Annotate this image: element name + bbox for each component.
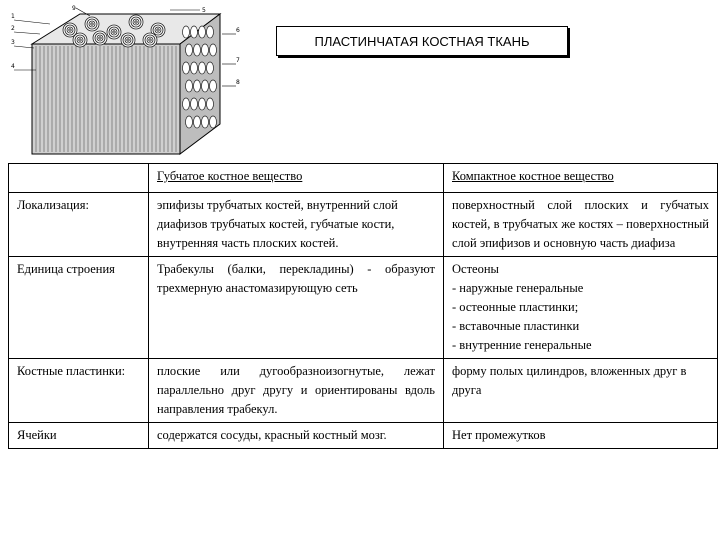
illustration-marker: 3 <box>11 39 15 46</box>
table-row <box>9 257 718 359</box>
cell-compact-lamellae: форму полых цилиндров, вложенных друг в друга <box>444 359 718 423</box>
table-row <box>9 193 718 257</box>
compact-unit-line: - наружные генеральные <box>452 281 584 295</box>
row-label-cells: Ячейки <box>9 423 149 449</box>
header-compact: Компактное костное вещество <box>444 164 718 193</box>
table-header-row <box>9 164 718 193</box>
cell-compact-localization: поверхностный слой плоских и губчатых костей, в трубчатых же костях – поверхностный слой эпифизов и основную часть диафиза <box>444 193 718 257</box>
compact-unit-line: - внутренние генеральные <box>452 338 592 352</box>
illustration-marker: 1 <box>11 13 15 20</box>
comparison-table <box>8 163 718 449</box>
bone-tissue-illustration <box>10 4 240 162</box>
compact-unit-line: - остеонные пластинки; <box>452 300 579 314</box>
table-row <box>9 359 718 423</box>
illustration-marker: 7 <box>236 57 240 64</box>
illustration-marker: 4 <box>11 63 15 70</box>
cell-spongy-localization: эпифизы трубчатых костей, внутренний слой диафизов трубчатых костей, губчатые кости, внутренняя часть плоских костей. <box>149 193 444 257</box>
row-label-unit: Единица строения <box>9 257 149 359</box>
illustration-marker: 6 <box>236 27 240 34</box>
compact-unit-line: - вставочные пластинки <box>452 319 580 333</box>
cell-compact-cells: Нет промежутков <box>444 423 718 449</box>
illustration-marker: 5 <box>202 7 206 14</box>
illustration-marker: 9 <box>72 5 76 12</box>
bone-block-drawing <box>10 4 240 162</box>
row-label-lamellae: Костные пластинки: <box>9 359 149 423</box>
header-empty <box>9 164 149 193</box>
header-spongy: Губчатое костное вещество <box>149 164 444 193</box>
cell-spongy-lamellae: плоские или дугообразноизогнутые, лежат параллельно друг другу и ориентированы вдоль направления трабекул. <box>149 359 444 423</box>
cell-spongy-cells: содержатся сосуды, красный костный мозг. <box>149 423 444 449</box>
cell-compact-unit <box>444 257 718 359</box>
compact-unit-line: Остеоны <box>452 262 499 276</box>
table-row <box>9 423 718 449</box>
cell-spongy-unit: Трабекулы (балки, перекладины) - образуют трехмерную анастомазирующую сеть <box>149 257 444 359</box>
illustration-marker: 8 <box>236 79 240 86</box>
page-title: ПЛАСТИНЧАТАЯ КОСТНАЯ ТКАНЬ <box>276 26 568 56</box>
row-label-localization: Локализация: <box>9 193 149 257</box>
illustration-marker: 2 <box>11 25 15 32</box>
